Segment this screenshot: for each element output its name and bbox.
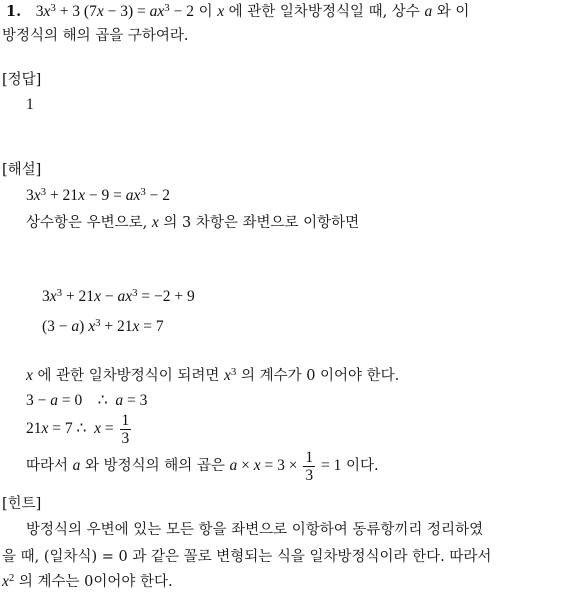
question-text-c: 와 이 (432, 4, 470, 20)
explanation-step-1: 상수항은 우변으로, x 의 3 차항은 좌변으로 이항하면 (26, 214, 360, 231)
hint-heading: [힌트] (2, 496, 42, 512)
hint-line-3: $x^2$ 의 계수는 0이어야 한다. (2, 571, 173, 590)
answer-heading: [정답] (2, 72, 42, 88)
explanation-conclusion: 따라서 a 와 방정식의 해의 곱은 a × x = 3 × $\frac{1}{3}$ = 1 이다. (26, 449, 379, 485)
explanation-coefficient-line: x 에 관한 일차방정식이 되려면 $x^3$ 의 계수가 0 이어야 한다. (26, 365, 400, 384)
answer-value: 1 (26, 96, 34, 113)
question-equation: $3x^3 + 3$ $(7x - 3) = ax^3 - 2$ (35, 1, 194, 20)
explanation-equation-3: (3 − a) $x^3 + 21x = 7$ (42, 316, 164, 335)
explanation-equation-2: $3x^3 + 21x - ax^3 = -2 + 9$ (42, 286, 195, 305)
question-line-1: 1. $3x^3 + 3$ $(7x - 3) = ax^3 - 2$ 이 x 에 관한 일차방정식일 때, 상수 a 와 이 (6, 1, 470, 20)
hint-line-2: 을 때, (일차식) = 0 과 같은 꼴로 변형되는 식을 일차방정식이라 한다. 따라서 (2, 549, 492, 565)
explanation-equation-1: $3x^3 + 21x - 9 = ax^3 - 2$ (26, 185, 170, 204)
explanation-solve-a: 3 − a = 0 ∴ a = 3 (26, 392, 148, 409)
explanation-solve-x: 21x = 7 ∴ x = $\frac{1}{3}$ (26, 412, 130, 448)
question-text-b: 에 관한 일차방정식일 때, 상수 (224, 4, 425, 20)
explanation-heading: [해설] (2, 162, 42, 178)
question-line-2: 방정식의 해의 곱을 구하여라. (2, 28, 189, 44)
question-number: 1. (6, 3, 22, 20)
question-text-a: 이 (198, 4, 218, 20)
hint-line-1: 방정식의 우변에 있는 모든 항을 좌변으로 이항하여 동류항끼리 정리하였 (26, 522, 484, 538)
